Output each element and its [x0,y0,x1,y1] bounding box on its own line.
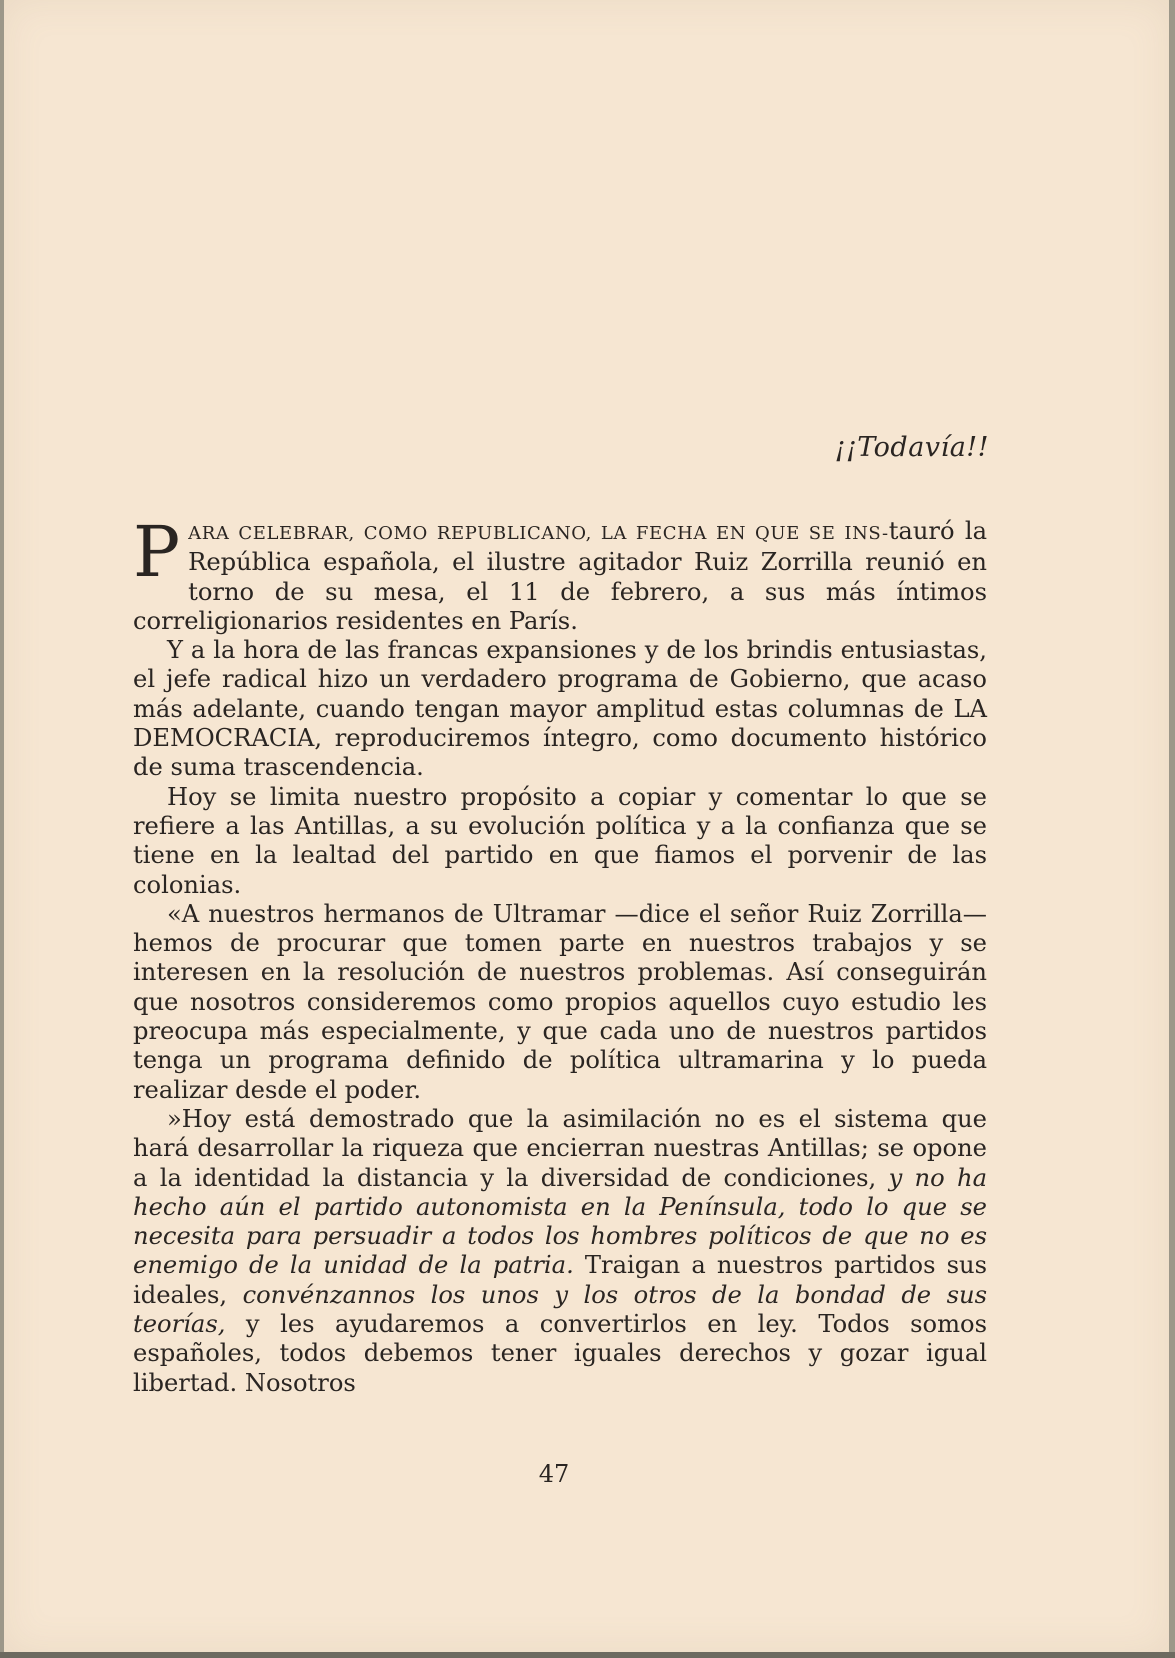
paragraph-5-text-a: »Hoy está demostrado que la asimilación no es el sistema que hará desarrollar la riqueza que encierran nuestras Antillas; se opone a la identidad la distancia y la diversidad de condiciones, [133,1104,987,1192]
page-number: 47 [538,1460,570,1488]
page [4,0,1169,1652]
paragraph-2: Y a la hora de las francas expansiones y de los brindis entusiastas, el jefe radical hizo un verdadero programa de Gobierno, que acaso más adelante, cuando tengan mayor amplitud estas columnas de LA DEMOCRACIA, reproduciremos íntegro, como documento histórico de suma trascendencia. [133,636,987,782]
page-edge-shadow [0,1652,1175,1658]
paragraph-5-text-c: y les ayudaremos a convertirlos en ley. Todos somos españoles, todos debemos tener iguales derechos y gozar igual libertad. Nosotros [133,1310,987,1397]
paragraph-3: Hoy se limita nuestro propósito a copiar y comentar lo que se refiere a las Antillas, a su evolución política y a la confianza que se tiene en la lealtad del partido en que fiamos el porvenir de las colonias. [133,782,987,899]
article-title: ¡¡Todavía!! [834,432,989,463]
drop-cap: P [133,511,181,593]
paragraph-5-italic-a: y no ha hecho aún el partido autonomista en la Península, todo lo que se necesita para persuadir a todos los hombres políticos de que no es enemigo de la unidad de la patria. [133,1163,987,1280]
paragraph-4: «A nuestros hermanos de Ultramar —dice el señor Ruiz Zorrilla— hemos de procurar que tomen parte en nuestros trabajos y se interesen en la resolución de nuestros problemas. Así conseguirán que nosotros consideremos como propios aquellos cuyo estudio les preocupa más especialmente, y que cada uno de nuestros partidos tenga un programa definido de política ultramarina y lo pueda realizar desde el poder. [133,899,987,1104]
article-body [133,511,987,1398]
paragraph-5-text-b: Traigan a nuestros partidos sus ideales, [133,1251,987,1309]
paragraph-5-italic-b: convénzannos los unos y los otros de la bondad de sus teorías, [133,1280,987,1339]
small-caps-opening: ARA CELEBRAR, COMO REPUBLICANO, LA FECHA EN QUE SE INS- [188,523,889,544]
paragraph-5 [133,1105,987,1398]
paragraph-1 [133,511,987,636]
paragraph-1-text: tauró la República española, el ilustre agitador Ruiz Zorrilla reunió en torno de su mesa, el 11 de febrero, a sus más íntimos correligionarios residentes en París. [133,517,987,635]
